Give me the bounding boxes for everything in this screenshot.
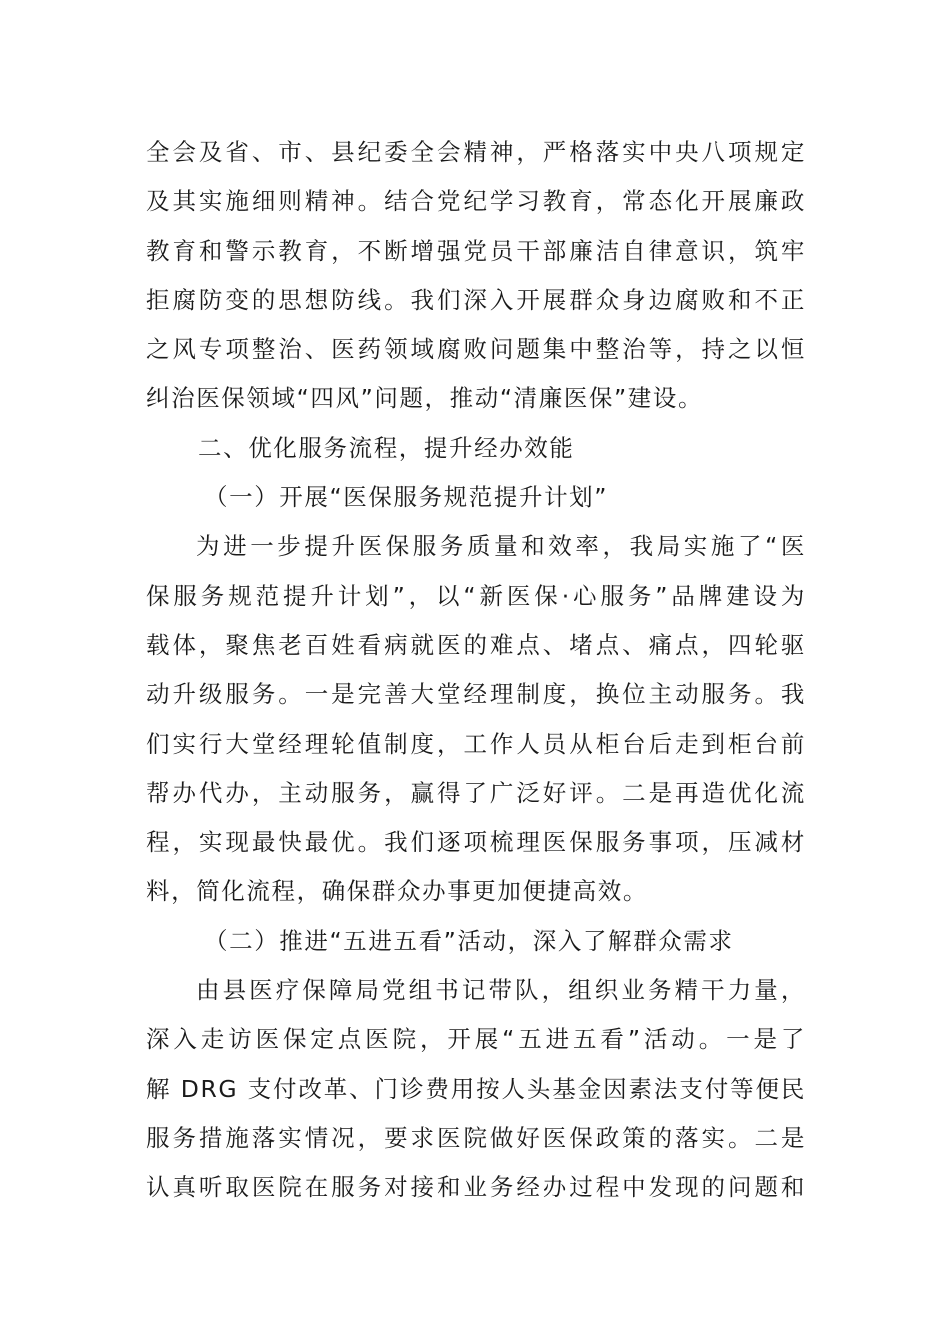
body-line: 深入走访医保定点医院，开展“五进五看”活动。一是了 [146,1025,806,1054]
body-line: 全会及省、市、县纪委全会精神，严格落实中央八项规定 [146,138,806,166]
body-line: 之风专项整治、医药领域腐败问题集中整治等，持之以恒 [146,335,806,364]
body-line: 料，简化流程，确保群众办事更加便捷高效。 [146,877,648,906]
subsection-heading: （一）开展“医保服务规范提升计划” [204,483,609,512]
section-heading: 二、优化服务流程，提升经办效能 [198,433,575,462]
body-line: 们实行大堂经理轮值制度，工作人员从柜台后走到柜台前 [146,729,806,758]
body-line: 为进一步提升医保服务质量和效率，我局实施了“医 [196,532,806,561]
body-line: 及其实施细则精神。结合党纪学习教育，常态化开展廉政 [146,187,806,216]
body-line: 拒腐防变的思想防线。我们深入开展群众身边腐败和不正 [146,285,806,314]
body-line: 纠治医保领域“四风”问题，推动“清廉医保”建设。 [146,384,704,413]
body-line: 保服务规范提升计划”，以“新医保·心服务”品牌建设为 [146,581,806,610]
body-line: 服务措施落实情况，要求医院做好医保政策的落实。二是 [146,1123,806,1152]
body-line: 帮办代办，主动服务，赢得了广泛好评。二是再造优化流 [146,778,806,807]
body-line: 认真听取医院在服务对接和业务经办过程中发现的问题和 [146,1173,806,1202]
body-line: 动升级服务。一是完善大堂经理制度，换位主动服务。我 [146,680,806,709]
body-line: 载体，聚焦老百姓看病就医的难点、堵点、痛点，四轮驱 [146,630,806,659]
subsection-heading: （二）推进“五进五看”活动，深入了解群众需求 [204,926,734,955]
body-line: 程，实现最快最优。我们逐项梳理医保服务事项，压减材 [146,828,806,857]
body-line: 教育和警示教育，不断增强党员干部廉洁自律意识，筑牢 [146,236,806,265]
body-line: 由县医疗保障局党组书记带队，组织业务精干力量， [196,976,806,1005]
body-line: 解 DRG 支付改革、门诊费用按人头基金因素法支付等便民 [146,1074,806,1103]
document-body [146,128,806,1213]
